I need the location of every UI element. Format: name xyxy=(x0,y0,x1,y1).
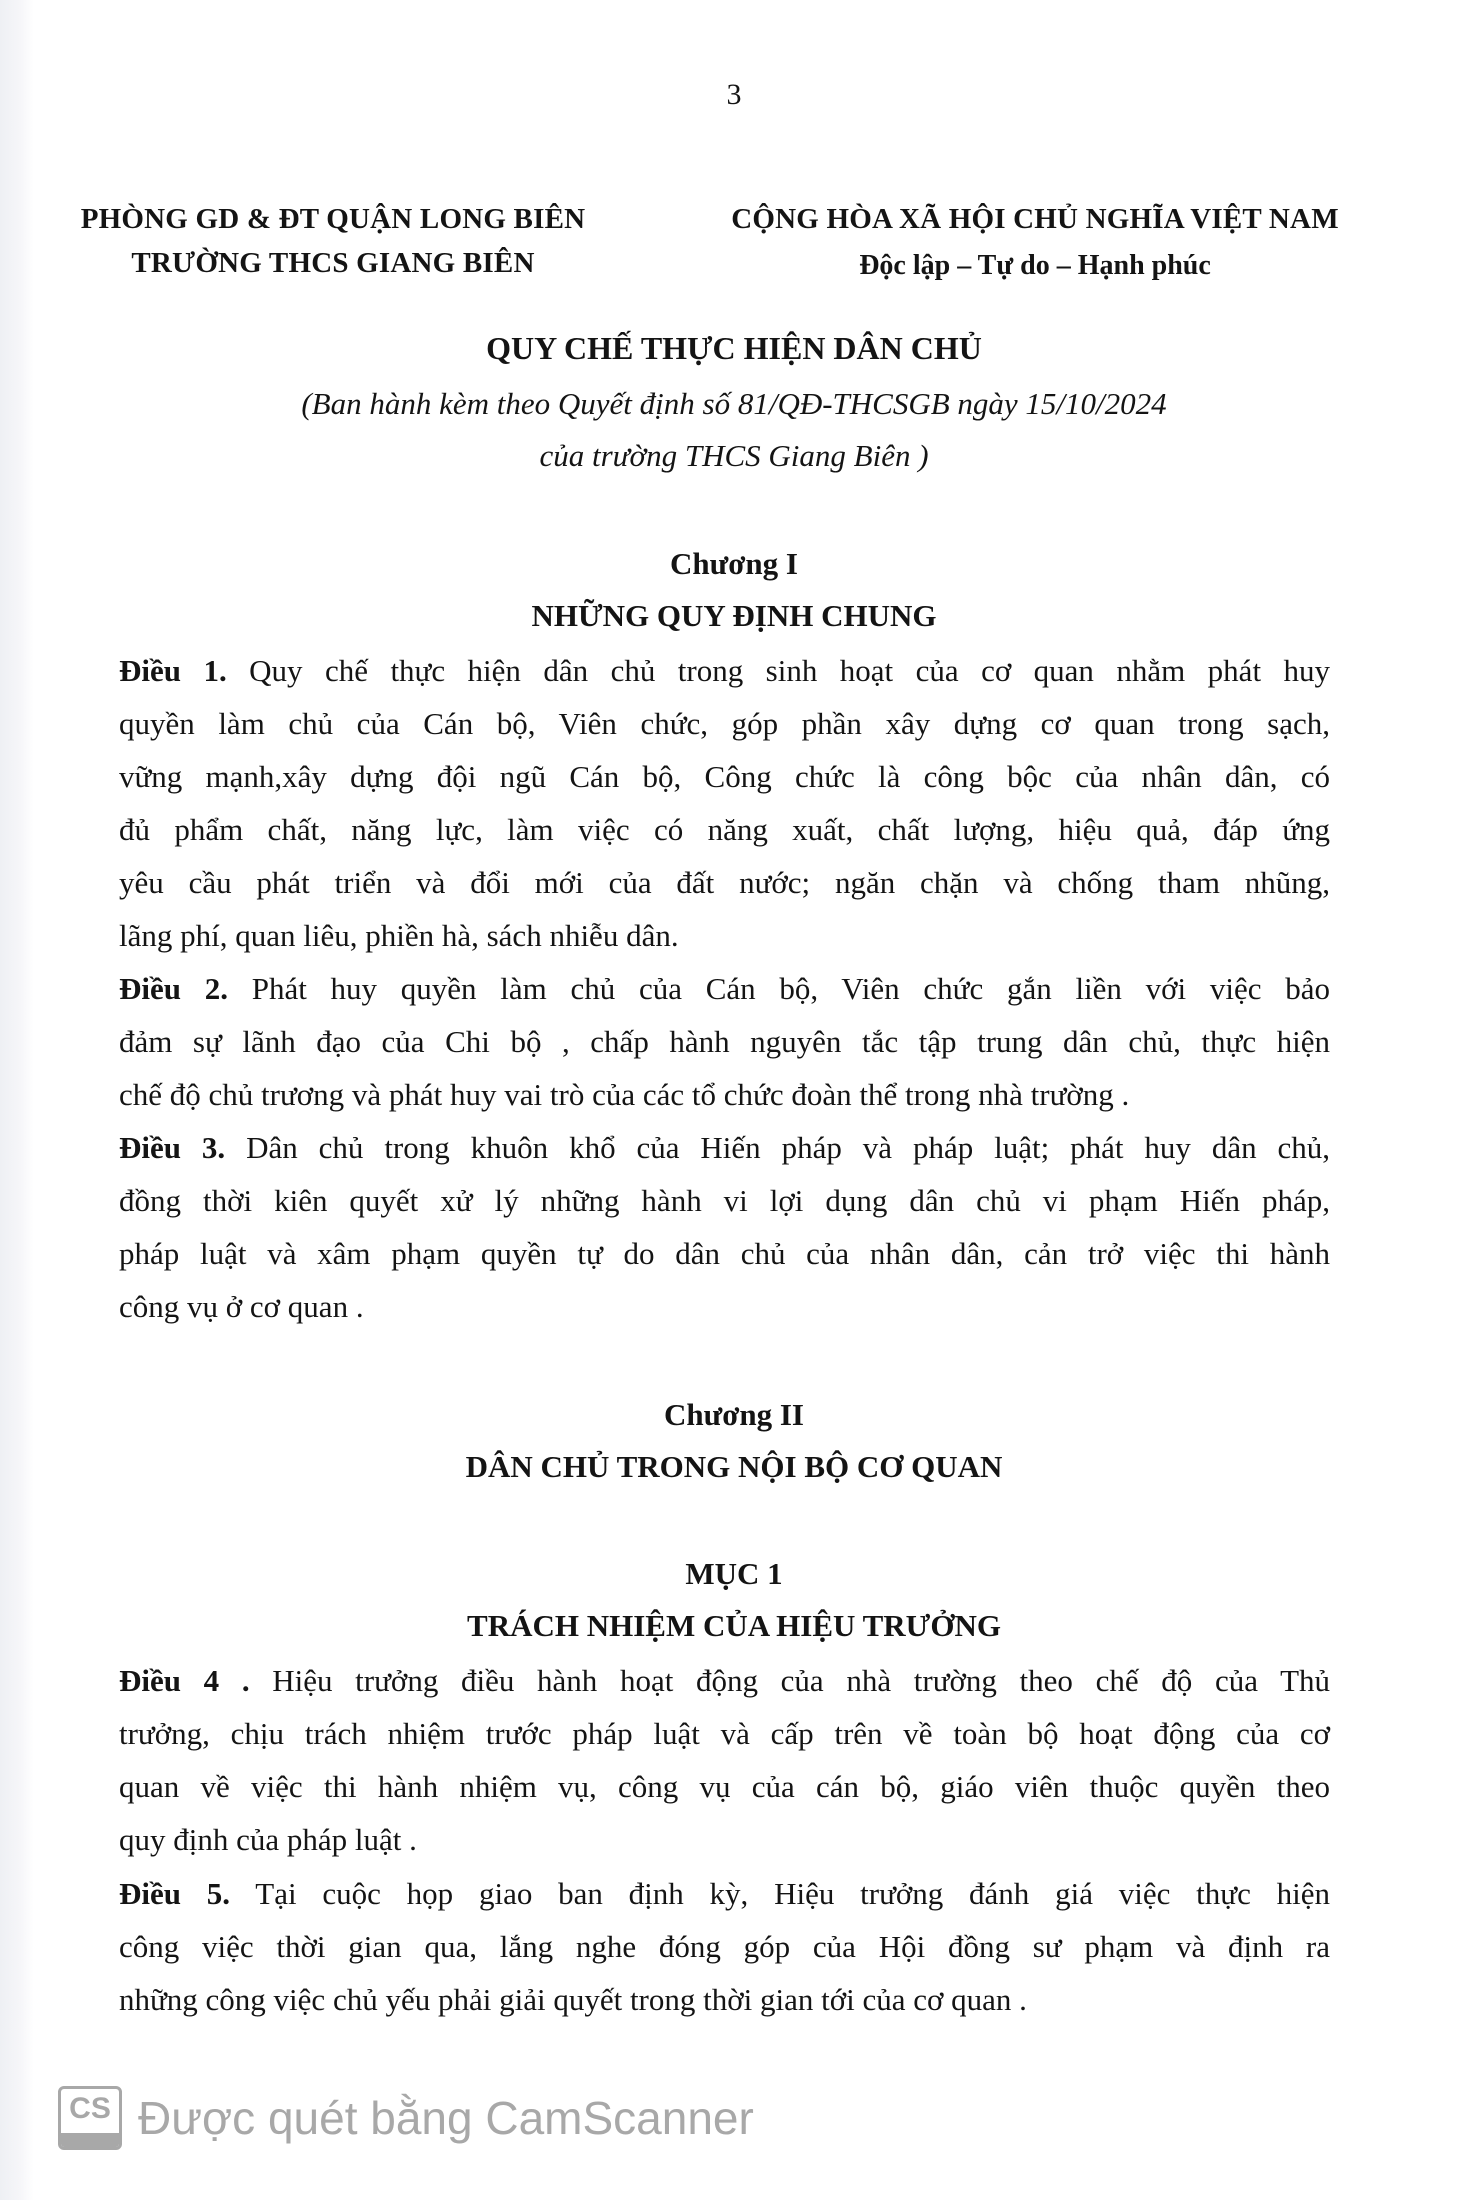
article-5-line: công việc thời gian qua, lắng nghe đóng góp của Hội đồng sư phạm và định ra xyxy=(119,1929,1330,1964)
article-5-line: những công việc chủ yếu phải giải quyết trong thời gian tới của cơ quan . xyxy=(119,1982,1027,2017)
article-2-line: chế độ chủ trương và phát huy vai trò của các tổ chức đoàn thể trong nhà trường . xyxy=(119,1077,1130,1112)
article-5-label: Điều 5. xyxy=(119,1876,231,1911)
camscanner-watermark xyxy=(58,2083,754,2153)
article-4-line: trưởng, chịu trách nhiệm trước pháp luật và cấp trên về toàn bộ hoạt động của cơ xyxy=(119,1716,1330,1751)
chapter-1-label: Chương I xyxy=(670,546,798,581)
article-3-line: công vụ ở cơ quan . xyxy=(119,1289,364,1324)
watermark-text: Được quét bằng CamScanner xyxy=(138,2092,754,2144)
header-motto: Độc lập – Tự do – Hạnh phúc xyxy=(859,250,1211,281)
chapter-1-heading: NHỮNG QUY ĐỊNH CHUNG xyxy=(531,598,937,633)
article-4-line: Điều 4 . Hiệu trưởng điều hành hoạt động của nhà trường theo chế độ của Thủ xyxy=(119,1663,1331,1698)
article-1-line: yêu cầu phát triển và đổi mới của đất nước; ngăn chặn và chống tham nhũng, xyxy=(119,865,1330,900)
chapter-2-label: Chương II xyxy=(663,1397,804,1432)
article-2-line: đảm sự lãnh đạo của Chi bộ , chấp hành nguyên tắc tập trung dân chủ, thực hiện xyxy=(119,1024,1330,1059)
article-2-label: Điều 2. xyxy=(119,971,228,1006)
document-subtitle-line-1: (Ban hành kèm theo Quyết định số 81/QĐ-THCSGB ngày 15/10/2024 xyxy=(301,386,1167,421)
article-2-line: Điều 2. Phát huy quyền làm chủ của Cán bộ, Viên chức gắn liền với việc bảo xyxy=(119,971,1331,1006)
document-subtitle-line-2: của trường THCS Giang Biên ) xyxy=(539,438,929,473)
article-4-line: quan về việc thi hành nhiệm vụ, công vụ của cán bộ, giáo viên thuộc quyền theo xyxy=(119,1769,1330,1804)
article-1-line: đủ phẩm chất, năng lực, làm việc có năng xuất, chất lượng, hiệu quả, đáp ứng xyxy=(119,812,1330,847)
section-1-heading: TRÁCH NHIỆM CỦA HIỆU TRƯỞNG xyxy=(467,1608,1001,1643)
article-3-line: pháp luật và xâm phạm quyền tự do dân chủ của nhân dân, cản trở việc thi hành xyxy=(119,1236,1330,1271)
header-country: CỘNG HÒA XÃ HỘI CHỦ NGHĨA VIỆT NAM xyxy=(731,203,1339,235)
document-title: QUY CHẾ THỰC HIỆN DÂN CHỦ xyxy=(486,330,982,366)
article-5-line: Điều 5. Tại cuộc họp giao ban định kỳ, Hiệu trưởng đánh giá việc thực hiện xyxy=(119,1876,1331,1911)
article-1-line: vững mạnh,xây dựng đội ngũ Cán bộ, Công chức là công bộc của nhân dân, có xyxy=(119,759,1330,794)
header-school: TRƯỜNG THCS GIANG BIÊN xyxy=(131,247,535,279)
article-1-line: Điều 1. Quy chế thực hiện dân chủ trong sinh hoạt của cơ quan nhằm phát huy xyxy=(119,653,1330,688)
chapter-2-heading: DÂN CHỦ TRONG NỘI BỘ CƠ QUAN xyxy=(465,1449,1003,1484)
page-number: 3 xyxy=(726,78,742,111)
article-3-label: Điều 3. xyxy=(119,1130,226,1165)
article-4-line: quy định của pháp luật . xyxy=(119,1822,417,1857)
article-1-label: Điều 1. xyxy=(119,653,227,688)
article-1-line: quyền làm chủ của Cán bộ, Viên chức, góp phần xây dựng cơ quan trong sạch, xyxy=(119,706,1330,741)
article-3-line: Điều 3. Dân chủ trong khuôn khổ của Hiến pháp và pháp luật; phát huy dân chủ, xyxy=(119,1130,1331,1165)
article-3-line: đồng thời kiên quyết xử lý những hành vi lợi dụng dân chủ vi phạm Hiến pháp, xyxy=(119,1183,1330,1218)
camscanner-logo-icon: CS xyxy=(58,2086,122,2150)
section-1-label: MỤC 1 xyxy=(685,1556,783,1591)
header-department: PHÒNG GD & ĐT QUẬN LONG BIÊN xyxy=(80,203,586,235)
article-4-label: Điều 4 . xyxy=(119,1663,250,1698)
article-1-line: lãng phí, quan liêu, phiền hà, sách nhiễu dân. xyxy=(119,918,679,953)
